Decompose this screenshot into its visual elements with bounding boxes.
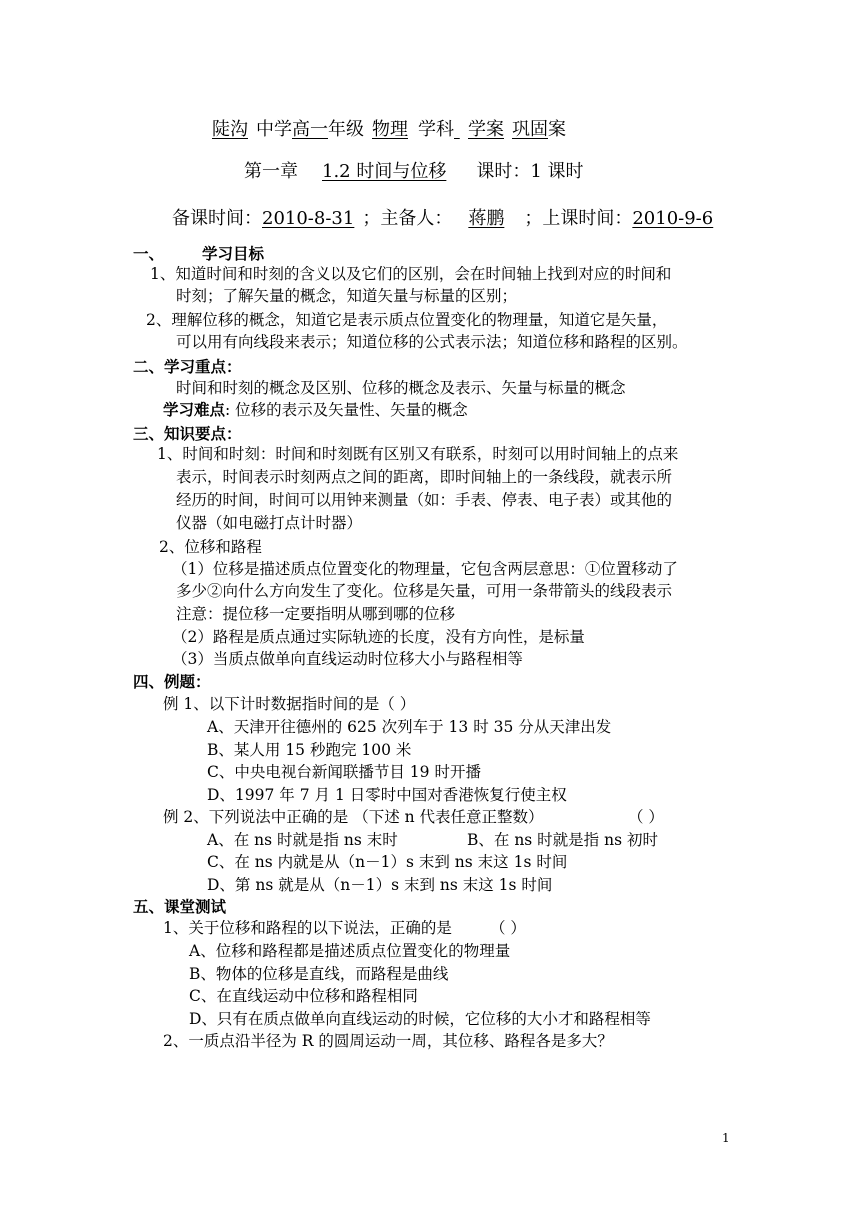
section-1-number: 一、 (133, 244, 165, 263)
example-1-option-d: D、1997 年 7 月 1 日零时中国对香港恢复行使主权 (207, 786, 567, 804)
example-2-option-b: B、在 ns 时就是指 ns 初时 (467, 831, 658, 849)
school-suffix: 中学 (256, 119, 292, 140)
knowledge-1-line-1: 1、时间和时刻：时间和时刻既有区别又有联系，时刻可以用时间轴上的点来 (157, 445, 679, 463)
knowledge-1-line-3: 经历的时间，时间可以用钟来测量（如：手表、停表、电子表）或其他的 (176, 491, 673, 509)
period-info: 课时：1 课时 (476, 161, 584, 182)
test-1-option-d: D、只有在质点做单向直线运动的时候，它位移的大小才和路程相等 (189, 1010, 651, 1028)
knowledge-1-line-4: 仪器（如电磁打点计时器） (176, 514, 363, 532)
prep-time-label: 备课时间： (172, 208, 262, 229)
section-5-heading: 五、课堂测试 (133, 897, 227, 916)
section-4-heading: 四、例题： (133, 672, 211, 691)
school-name: 陡沟 (212, 119, 248, 140)
knowledge-1-line-2: 表示，时间表示时刻两点之间的距离，即时间轴上的一条线段，就表示所 (176, 468, 673, 486)
test-1-option-a: A、位移和路程都是描述质点位置变化的物理量 (189, 942, 511, 960)
prep-time-value: 2010-8-31 (262, 208, 355, 229)
subject-value: 物理 (372, 119, 408, 140)
test-1-answer-paren: （ ） (490, 919, 526, 937)
difficulty-label: 学习难点 (163, 400, 226, 419)
document-header (212, 117, 566, 143)
chapter-label: 第一章 (244, 161, 298, 182)
class-time-label: ；上课时间： (524, 208, 633, 229)
displacement-note-line-2: 多少②向什么方向发生了变化。位移是矢量，可用一条带箭头的线段表示 (176, 582, 673, 600)
prep-info-line (172, 206, 713, 232)
key-points-content: 时间和时刻的概念及区别、位移的概念及表示、矢量与标量的概念 (176, 379, 626, 397)
goal-1-line-1: 1、知道时间和时刻的含义以及它们的区别，会在时间轴上找到对应的时间和 (150, 265, 672, 283)
test-1-option-b: B、物体的位移是直线，而路程是曲线 (189, 965, 449, 983)
example-1-question: 例 1、以下计时数据指时间的是（ ） (163, 695, 416, 713)
goal-1-line-2: 时刻；了解矢量的概念，知道矢量与标量的区别； (176, 287, 518, 305)
page-number: 1 (722, 1131, 730, 1145)
chapter-title: 1.2 时间与位移 (322, 161, 447, 182)
section-1-title: 学习目标 (202, 244, 265, 263)
example-2-option-d: D、第 ns 就是从（n－1）s 末到 ns 末这 1s 时间 (207, 876, 553, 894)
example-2-answer-paren: （ ） (628, 808, 664, 826)
goal-2-line-1: 2、理解位移的概念，知道它是表示质点位置变化的物理量，知道它是矢量， (146, 311, 668, 329)
path-note: （2）路程是质点通过实际轨迹的长度，没有方向性，是标量 (172, 628, 585, 646)
subject-suffix: 学科 (418, 119, 454, 140)
grade-value: 高一 (292, 119, 328, 140)
case-suffix: 案 (548, 119, 566, 140)
case-type: 学案 (468, 119, 504, 140)
grade-suffix: 年级 (328, 119, 364, 140)
example-2-option-c: C、在 ns 内就是从（n－1）s 末到 ns 末这 1s 时间 (207, 853, 568, 871)
section-1-heading (133, 243, 264, 265)
knowledge-2-title: 2、位移和路程 (159, 538, 262, 556)
goal-2-line-2: 可以用有向线段来表示；知道位移的公式表示法；知道位移和路程的区别。 (176, 333, 688, 351)
section-2-heading: 二、学习重点： (133, 357, 242, 376)
example-1-option-a: A、天津开往德州的 625 次列车于 13 时 35 分从天津出发 (207, 718, 612, 736)
example-2-question: 例 2、下列说法中正确的是 （下述 n 代表任意正整数） (163, 808, 544, 826)
example-1-option-c: C、中央电视台新闻联播节目 19 时开播 (207, 763, 481, 781)
difficulty-line (163, 399, 468, 421)
section-3-heading: 三、知识要点： (133, 424, 242, 443)
difficulty-content: : 位移的表示及矢量性、矢量的概念 (225, 401, 468, 419)
example-2-option-a: A、在 ns 时就是指 ns 末时 (207, 831, 398, 849)
test-1-option-c: C、在直线运动中位移和路程相同 (189, 987, 418, 1005)
author-label: ；主备人： (362, 208, 453, 229)
example-1-option-b: B、某人用 15 秒跑完 100 米 (207, 741, 412, 759)
author-name: 蒋鹏 (468, 208, 505, 229)
equal-note: （3）当质点做单向直线运动时位移大小与路程相等 (172, 650, 523, 668)
test-1-question: 1、关于位移和路程的以下说法，正确的是 (163, 919, 452, 937)
case-kind: 巩固 (512, 119, 548, 140)
class-time-value: 2010-9-6 (632, 208, 714, 229)
chapter-line (244, 159, 584, 185)
displacement-note-line-1: （1）位移是描述质点位置变化的物理量，它包含两层意思：①位置移动了 (172, 560, 678, 578)
test-2-question: 2、一质点沿半径为 R 的圆周运动一周，其位移、路程各是多大？ (163, 1032, 613, 1050)
displacement-note-line-3: 注意：提位移一定要指明从哪到哪的位移 (176, 605, 456, 623)
